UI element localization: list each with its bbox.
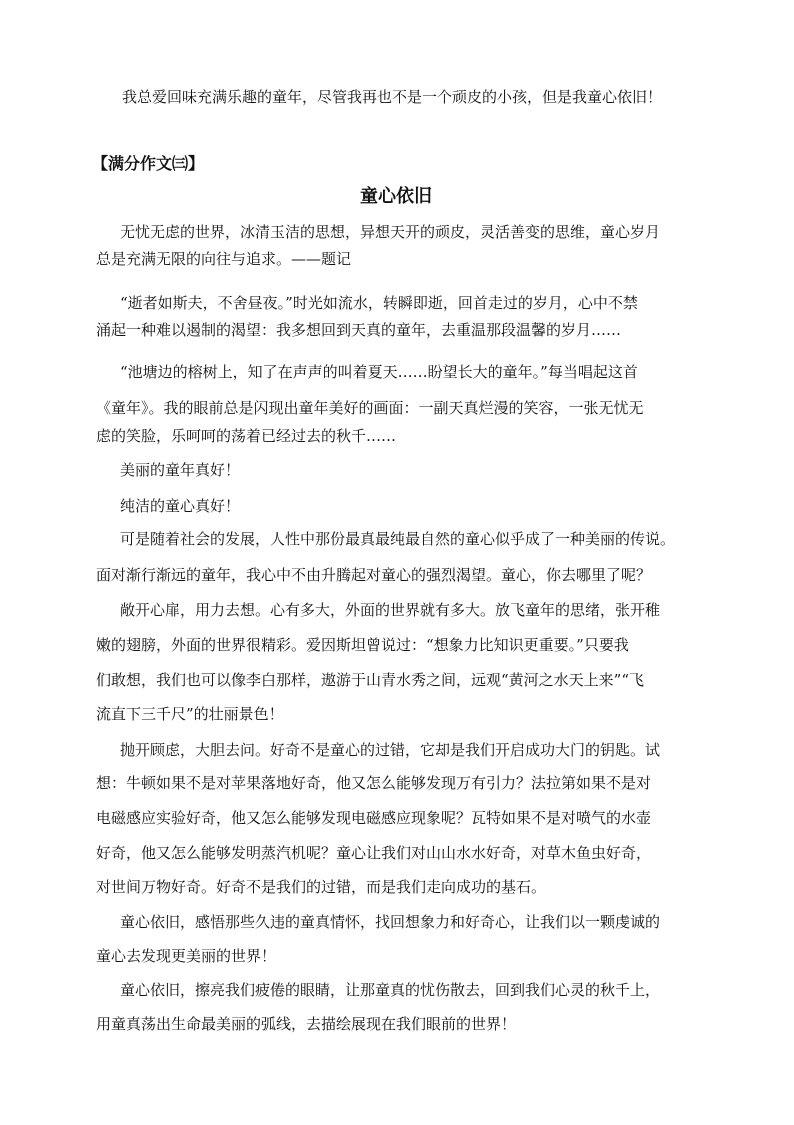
paragraph-line: 童心依旧，感悟那些久违的童真情怀，找回想象力和好奇心，让我们以一颗虔诚的 <box>120 913 661 931</box>
paragraph-line: 好奇，他又怎么能够发明蒸汽机呢？童心让我们对山山水水好奇，对草木鱼虫好奇， <box>96 844 652 862</box>
paragraph-line: “池塘边的榕树上，知了在声声的叫着夏天……盼望长大的童年。”每当唱起这首 <box>120 363 638 381</box>
paragraph-line: 嫩的翅膀，外面的世界很精彩。爱因斯坦曾说过：“想象力比知识更重要。”只要我 <box>96 636 629 654</box>
paragraph-line: 用童真荡出生命最美丽的弧线，去描绘展现在我们眼前的世界！ <box>96 1015 517 1033</box>
intro-line: 我总爱回味充满乐趣的童年，尽管我再也不是一个顽皮的小孩，但是我童心依旧！ <box>122 88 663 106</box>
paragraph-line: 童心去发现更美丽的世界！ <box>96 947 277 965</box>
paragraph-line: 电磁感应实验好奇，他又怎么能够发现电磁感应现象呢？瓦特如果不是对喷气的水壶 <box>96 809 652 827</box>
paragraph-line: 抛开顾虑，大胆去问。好奇不是童心的过错，它却是我们开启成功大门的钥匙。试 <box>120 741 661 759</box>
paragraph-line: 对世间万物好奇。好奇不是我们的过错，而是我们走向成功的基石。 <box>96 878 547 896</box>
section-heading: 【满分作文㈢】 <box>92 154 205 173</box>
paragraph-line: 涌起一种难以遏制的渴望：我多想回到天真的童年，去重温那段温馨的岁月…… <box>96 321 622 339</box>
paragraph-line: “逝者如斯夫，不舍昼夜。”时光如流水，转瞬即逝，回首走过的岁月，心中不禁 <box>120 294 638 312</box>
paragraph-line: 面对渐行渐远的童年，我心中不由升腾起对童心的强烈渴望。童心，你去哪里了呢？ <box>96 566 652 584</box>
paragraph-line: 美丽的童年真好！ <box>120 461 241 479</box>
paragraph-line: 想：牛顿如果不是对苹果落地好奇，他又怎么能够发现万有引力？法拉第如果不是对 <box>96 774 652 792</box>
paragraph-line: 总是充满无限的向往与追求。——题记 <box>96 250 352 268</box>
paragraph-line: 童心依旧，擦亮我们疲倦的眼睛，让那童真的忧伤散去，回到我们心灵的秋千上， <box>120 981 661 999</box>
paragraph-line: 纯洁的童心真好！ <box>120 497 241 515</box>
paragraph-line: 流直下三千尺”的壮丽景色！ <box>96 705 284 723</box>
paragraph-line: 无忧无虑的世界，冰清玉洁的思想，异想天开的顽皮，灵活善变的思维，童心岁月 <box>120 223 661 241</box>
paragraph-line: 可是随着社会的发展，人性中那份最真最纯最自然的童心似乎成了一种美丽的传说。 <box>120 530 676 548</box>
paragraph-line: 《童年》。我的眼前总是闪现出童年美好的画面：一副天真烂漫的笑容，一张无忧无 <box>96 399 644 417</box>
paragraph-line: 虑的笑脸，乐呵呵的荡着已经过去的秋千…… <box>96 427 397 445</box>
paragraph-line: 们敢想，我们也可以像李白那样，遨游于山青水秀之间，远观“黄河之水天上来”“飞 <box>96 671 645 689</box>
paragraph-line: 敞开心扉，用力去想。心有多大，外面的世界就有多大。放飞童年的思绪，张开稚 <box>120 601 661 619</box>
essay-title: 童心依旧 <box>360 186 432 207</box>
